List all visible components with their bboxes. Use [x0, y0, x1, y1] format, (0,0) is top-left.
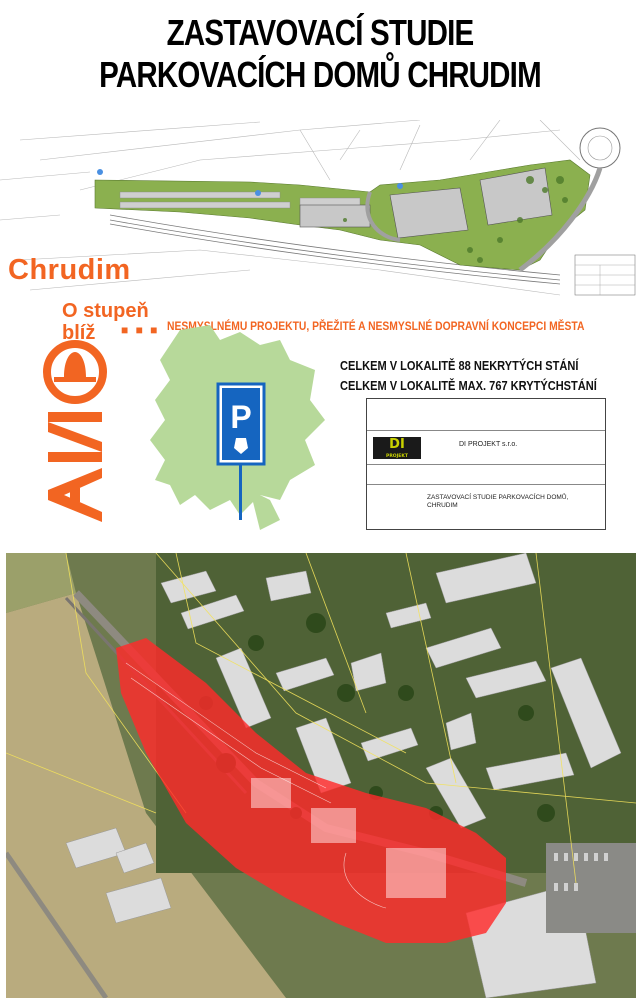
title-line-2: PARKOVACÍCH DOMŮ CHRUDIM — [99, 54, 541, 95]
parking-sign-icon — [218, 384, 264, 464]
slogan-line-1: O stupeň — [62, 300, 149, 322]
page-title — [0, 0, 640, 120]
ano-logo-icon — [40, 330, 110, 530]
stats-line-1: CELKEM V LOKALITĚ 88 NEKRYTÝCH STÁNÍ — [340, 358, 579, 373]
svg-text:P: P — [230, 399, 252, 435]
orange-protest-text: NESMYSLNÉMU PROJEKTU, PŘEŽITÉ A NESMYSLNÉ DOPRAVNÍ KONCEPCI MĚSTA — [167, 319, 585, 333]
drawing-stamp — [366, 398, 606, 530]
aerial-photo — [6, 553, 636, 998]
stamp-company: DI PROJEKT s.r.o. — [459, 441, 518, 448]
dashes-decoration: ■ ■ ■ — [121, 323, 160, 337]
chrudim-logo: Chrudim — [8, 254, 131, 286]
stats-line-2: CELKEM V LOKALITĚ MAX. 767 KRYTÝCHSTÁNÍ — [340, 378, 597, 393]
stamp-project-title: ZASTAVOVACÍ STUDIE PARKOVACÍCH DOMŮ, CHRUDIM — [427, 494, 569, 509]
parking-stats — [340, 356, 597, 396]
title-line-1: ZASTAVOVACÍ STUDIE — [166, 12, 474, 53]
city-map — [140, 320, 330, 540]
slogan-line-2: blíž — [62, 322, 96, 344]
di-projekt-logo: DI PROJEKT — [373, 437, 421, 459]
